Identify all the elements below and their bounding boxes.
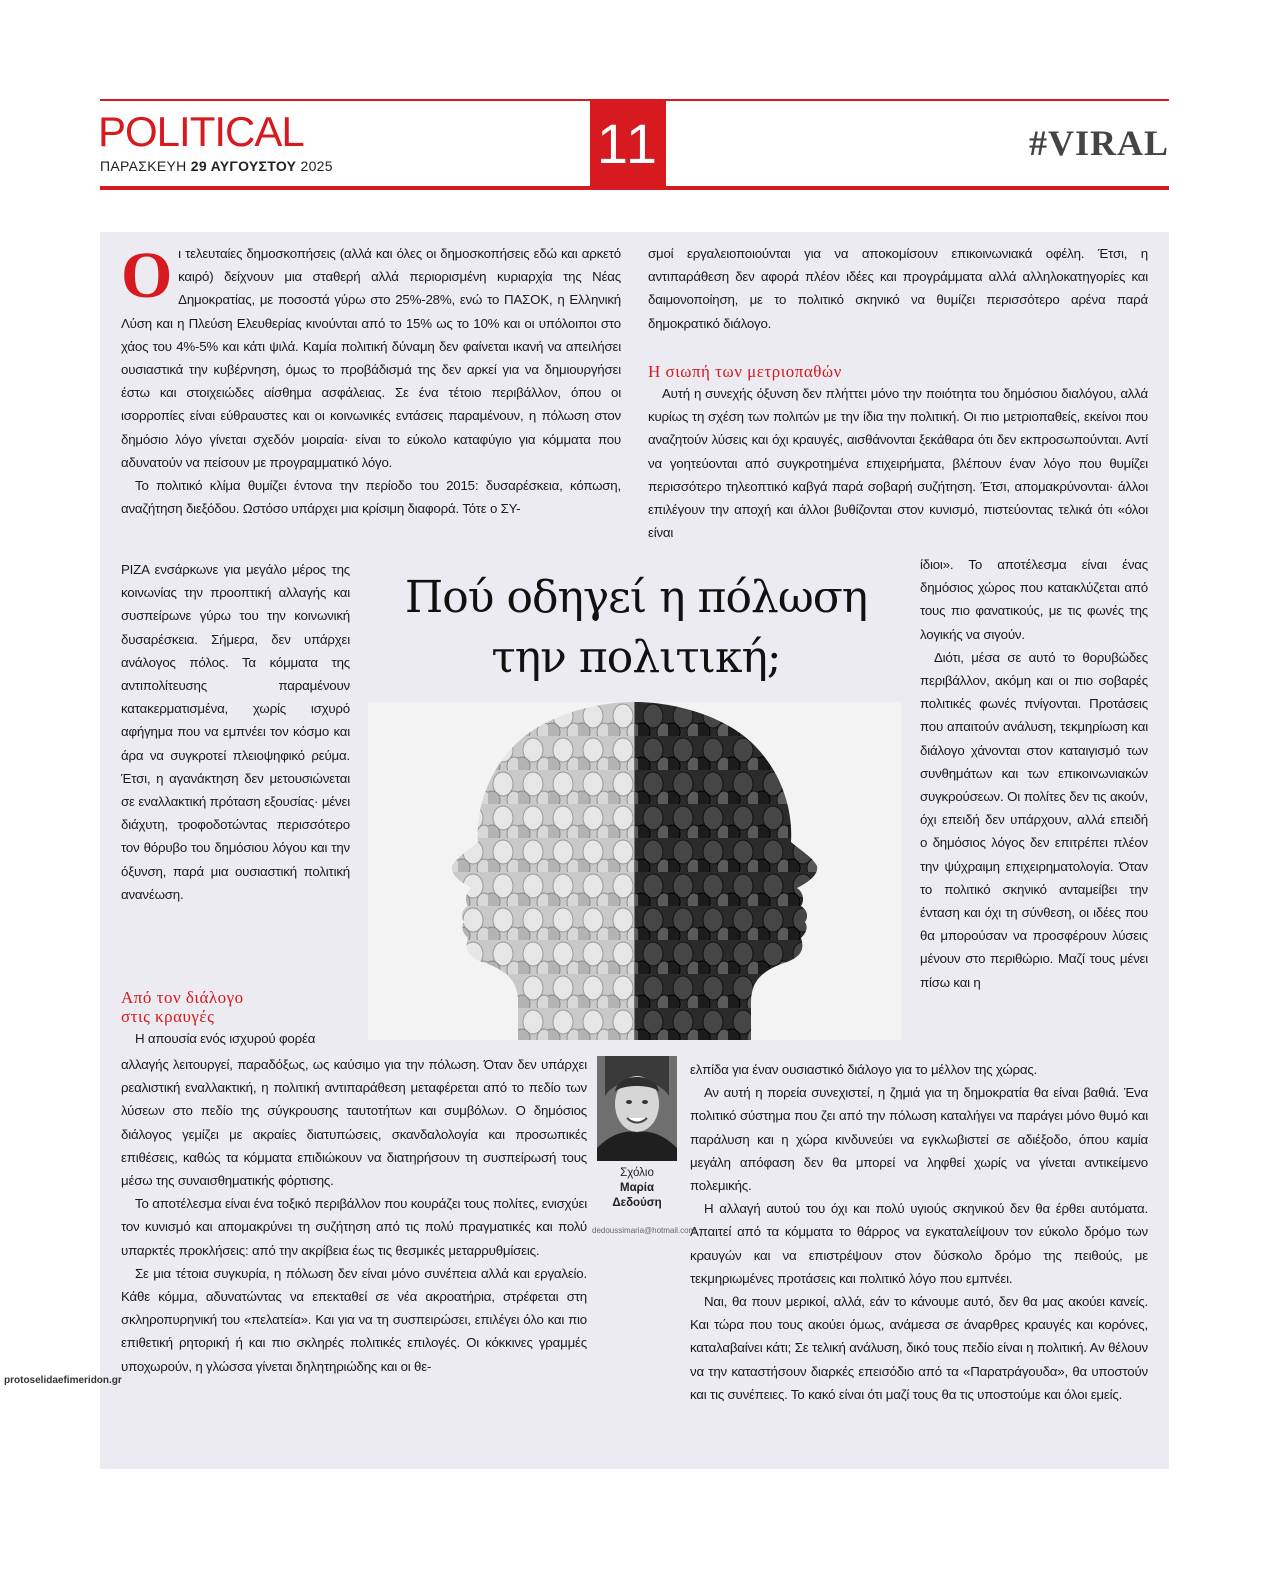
article-column-right-narrow: [920, 553, 1148, 994]
article-headline: Πού οδηγεί η πόλωση την πολιτική;: [404, 572, 868, 683]
article-paragraph-4: Το αποτέλεσμα είναι ένα τοξικό περιβάλλον που κουράζει τους πολίτες, ενισχύει τον κυνισμό και απομακρύνει τη συζήτηση από τις πολύ πραγματικές και πολύ υπαρκτές προκλήσεις: από την ακρίβεια έως τις θεσμικές μεταρρυθμίσεις.: [121, 1196, 587, 1258]
author-last-name: Δεδούση: [612, 1197, 662, 1209]
article-paragraph-7: Αυτή η συνεχής όξυνση δεν πλήττει μόνο την ποιότητα του δημόσιου διαλόγου, αλλά κυρίως τη σχέση των πολιτών με την ίδια την πολιτική. Οι πιο μετριοπαθείς, εκείνοι που αναζητούν λύσεις και όχι κραυγές, αισθάνονται ξεκάθαρα ότι δεν εκπροσωπούνται. Αντί να γοητεύονται από συγκροτημένα επιχειρήματα, βλέπουν έναν λόγο που θυμίζει περισσότερο τηλεοπτικό καβγά παρά σοβαρή συζήτηση. Έτσι, απομακρύνονται· άλλοι επιλέγουν την αποχή και άλλοι βυθίζονται στον κυνισμό, πιστεύοντας τελικά ότι «όλοι είναι: [648, 386, 1148, 541]
article-column-right-top: [648, 242, 1148, 335]
article-paragraph-8-cont: ελπίδα για έναν ουσιαστικό διάλογο για το μέλλον της χώρας.: [690, 1062, 1038, 1077]
author-first-name: Μαρία: [619, 1182, 655, 1194]
article-paragraph-8: Διότι, μέσα σε αυτό το θορυβώδες περιβάλλον, ακόμη και οι πιο σοβαρές πολιτικές φωνές πνίγονται. Προτάσεις που απαιτούν ανάλυση, τεκμηρίωση και διάλογο χάνονται στον καταιγισμό των συνθημάτων και των επικοινωνιακών συγκρούσεων. Οι πολίτες δεν τις ακούν, όχι επειδή δεν υπάρχουν, αλλά επειδή ο δημόσιος λόγος δεν επιτρέπει πλέον την ψύχραιμη επιχειρηματολογία. Όταν το πολιτικό σκηνικό ανταμείβει την ένταση και όχι τη σύνθεση, οι ιδέες που θα μπορούσαν να προσφέρουν λύσεις μένουν στο περιθώριο. Μαζί τους μένει πίσω και η: [920, 649, 1148, 990]
article-paragraph-2-cont: ΡΙΖΑ ενσάρκωνε για μεγάλο μέρος της κοινωνίας την προοπτική αλλαγής και συσπείρωνε γύρω του την κοινωνική δυσαρέσκεια. Σήμερα, δεν υπάρχει ανάλογος πόλος. Τα κόμματα της αντιπολίτευσης παραμένουν κατακερματισμένα, χωρίς ισχυρό αφήγημα που να εμπνέει τον κόσμο και άρα να συγκροτεί πλειοψηφικό ρεύμα. Έτσι, η αγανάκτηση δεν μετουσιώνεται σε εναλλακτική πρόταση εξουσίας· μένει διάχυτη, τροφοδοτώντας περισσότερο τον θόρυβο του δημόσιου λόγου και την όξυνση, παρά μια ουσιαστική πολιτική ανανέωση.: [121, 562, 350, 902]
article-column-left-narrow: [121, 558, 350, 906]
page-number: 11: [590, 99, 666, 188]
article-column-left-bottom: [121, 1053, 587, 1378]
author-portrait: [597, 1056, 677, 1161]
article-column-left-top: [121, 239, 621, 520]
article-paragraph-10: Η αλλαγή αυτού του όχι και πολύ υγιούς σκηνικού δεν θα έρθει αυτόματα. Απαιτεί από τα κόμματα το θάρρος να εγκαταλείψουν τον εύκολο δρόμο των κραυγών και να επιστρέψουν στον δύσκολο δρόμο της πειθούς, με τεκμηριωμένες προτάσεις και πολιτικό λόγο που εμπνέει.: [690, 1201, 1148, 1286]
source-credit: protoselidaefimeridon.gr: [4, 1375, 122, 1386]
author-email: dedoussimaria@hotmail.com: [592, 1226, 696, 1235]
article-paragraph-9: Αν αυτή η πορεία συνεχιστεί, η ζημιά για τη δημοκρατία θα είναι βαθιά. Ένα πολιτικό σύστημα που ζει από την πόλωση καταλήγει να παράγει μόνο θυμό και παράλυση και η χώρα κινδυνεύει να εγκλωβιστεί σε αδιέξοδο, όπου καμία μεγάλη απόφαση δεν θα μπορεί να ληφθεί χωρίς να γίνεται αντικείμενο πολεμικής.: [690, 1085, 1148, 1194]
article-paragraph-1: Οι τελευταίες δημοσκοπήσεις (αλλά και όλες οι δημοσκοπήσεις εδώ και αρκετό καιρό) δείχνουν μια σταθερή αλλά περιορισμένη κυριαρχία της Νέας Δημοκρατίας, με ποσοστά γύρω στο 25%-28%, ενώ το ΠΑΣΟΚ, η Ελληνική Λύση και η Πλεύση Ελευθερίας κινούνται από το 15% ως το 10% και οι υπόλοιποι στο χάος του 4%-5% και κάτι ψιλά. Καμία πολιτική δύναμη δεν φαίνεται ικανή να απειλήσει ουσιαστικά την κυβέρνηση, όμως το προβάδισμά της δεν αρκεί για να δημιουργήσει έστω και στοιχειώδες αίσθημα ασφάλειας. Σε ένα τέτοιο περιβάλλον, όπου οι ισορροπίες είναι εύθραυστες και οι κοινωνικές εντάσεις παραμένουν, η πόλωση στον δημόσιο λόγο γίνεται σχεδόν μοιραία· είναι το εύκολο καταφύγιο για κόμματα που αδυνατούν να πείσουν με προγραμματικό λόγο.: [121, 239, 621, 470]
article-paragraph-5: Σε μια τέτοια συγκυρία, η πόλωση δεν είναι μόνο συνέπεια αλλά και εργαλείο. Κάθε κόμμα, αδυνατώντας να επεκταθεί σε νέα ακροατήρια, στρέφεται στη σκληροπυρηνική του «πελατεία». Και για να τη συσπειρώσει, επιλέγει όλο και πιο επιθετική ρητορική ή και πιο σκληρές πολιτικές επιλογές. Οι κόκκινες γραμμές υποχωρούν, η γλώσσα γίνεται δηλητηριώδης και οι θε-: [121, 1265, 587, 1374]
illustration-polarized-heads: [368, 702, 901, 1040]
article-paragraph-3-cont: αλλαγής λειτουργεί, παραδόξως, ως καύσιμο για την πόλωση. Όταν δεν υπάρχει ρεαλιστική εναλλακτική, η πολιτική αντιπαράθεση μεταφέρεται από το πεδίο των λύσεων στο πεδίο της σύγκρουσης ταυτοτήτων και συμβόλων. Ο δημόσιος διάλογος γεμίζει με ακραίες διατυπώσεις, σκανδαλολογία και προσωπικές επιθέσεις, καθώς τα κόμματα επιδιώκουν να διατηρήσουν τη συσπείρωσή τους μέσω της συναισθηματικής φόρτισης.: [121, 1057, 587, 1189]
article-paragraph-2: Το πολιτικό κλίμα θυμίζει έντονα την περίοδο του 2015: δυσαρέσκεια, κόπωση, αναζήτηση διεξόδου. Ωστόσο υπάρχει μια κρίσιμη διαφορά. Τότε ο ΣΥ-: [121, 478, 621, 517]
header-rule-bottom: [100, 186, 1169, 190]
article-paragraph-11: Ναι, θα πουν μερικοί, αλλά, εάν το κάνουμε αυτό, δεν θα μας ακούει κανείς. Και τώρα που τους ακούει όμως, ανάμεσα σε άναρθρες κραυγές και κορόνες, καταλαβαίνει κάτι; Σε τελική ανάλυση, δικό τους πεδίο είναι η πολιτική. Αν θέλουν να την καταστήσουν διαρκές επεισόδιο από τα «Παρατράγουδα», θα υποστούν και τις συνέπειες. Το κακό είναι ότι μαζί τους θα τις υποστούμε και όλοι εμείς.: [690, 1294, 1148, 1402]
subheading-dialogue: Από τον διάλογο στις κραυγές: [121, 988, 244, 1026]
article-paragraph-6: σμοί εργαλειοποιούνται για να αποκομίσουν επικοινωνιακά οφέλη. Έτσι, η αντιπαράθεση δεν αφορά πλέον ιδέες και προγράμματα αλλά αλληλοκατηγορίες και δαιμονοποίηση, με το πολιτικό σκηνικό να θυμίζει περισσότερο αρένα παρά δημοκρατικό διάλογο.: [648, 246, 1148, 331]
author-byline: [596, 1166, 678, 1211]
issue-date: ΠΑΡΑΣΚΕΥΗ 29 ΑΥΓΟΥΣΤΟΥ 2025: [100, 158, 333, 174]
drop-cap: Ο: [121, 239, 173, 312]
article-column-right-mid: [648, 382, 1148, 544]
subheading-silence: Η σιωπή των μετριοπαθών: [648, 362, 842, 381]
article-column-left-sub: [121, 1027, 350, 1050]
section-title: POLITICAL: [98, 108, 304, 155]
article-paragraph-7-cont: ίδιοι». Το αποτέλεσμα είναι ένας δημόσιος χώρος που κατακλύζεται από τους πιο φανατικούς, με τις φωνές της λογικής να σιγούν.: [920, 557, 1148, 642]
byline-label: Σχόλιο: [620, 1167, 654, 1179]
article-paragraph-3: Η απουσία ενός ισχυρού φορέα: [135, 1031, 316, 1046]
article-column-right-bottom: [690, 1058, 1148, 1406]
section-tag: #VIRAL: [1028, 123, 1169, 163]
